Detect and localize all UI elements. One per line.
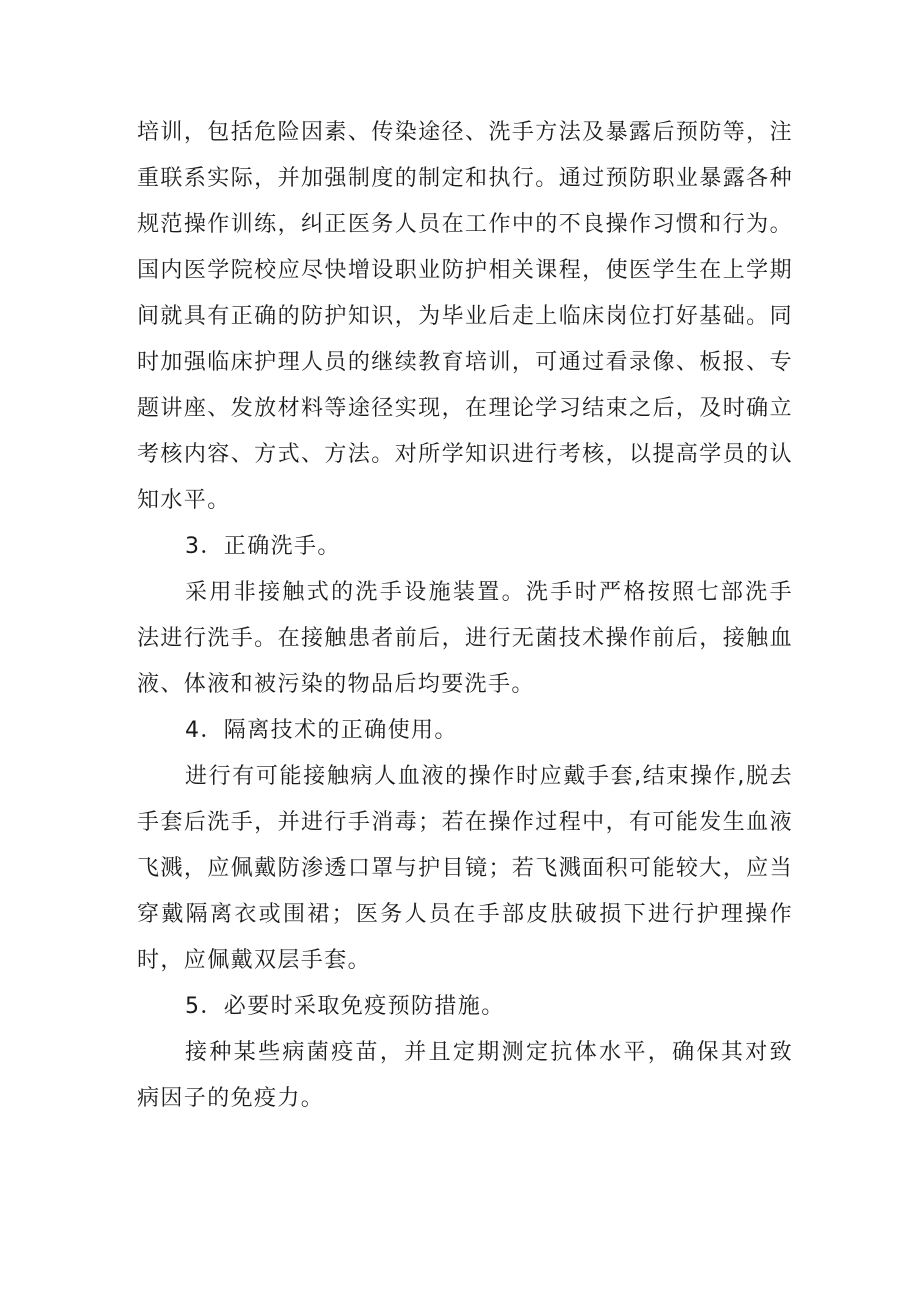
- section-heading-isolation-technique: 4．隔离技术的正确使用。: [185, 718, 458, 743]
- paragraph-training: 培训，包括危险因素、传染途径、洗手方法及暴露后预防等，注重联系实际，并加强制度的制定和执行。通过预防职业暴露各种规范操作训练，纠正医务人员在工作中的不良操作习惯和行为。国内医学院校应尽快增设职业防护相关课程，使医学生在上学期间就具有正确的防护知识，为毕业后走上临床岗位打好基础。同时加强临床护理人员的继续教育培训，可通过看录像、板报、专题讲座、发放材料等途径实现，在理论学习结束之后，及时确立考核内容、方式、方法。对所学知识进行考核，以提高学员的认知水平。: [137, 120, 793, 513]
- paragraph-immunization: 接种某些病菌疫苗，并且定期测定抗体水平，确保其对致病因子的免疫力。: [137, 1040, 793, 1111]
- section-heading-immunization: 5．必要时采取免疫预防措施。: [185, 994, 505, 1019]
- paragraph-handwashing: 采用非接触式的洗手设施装置。洗手时严格按照七部洗手法进行洗手。在接触患者前后，进行无菌技术操作前后，接触血液、体液和被污染的物品后均要洗手。: [137, 580, 793, 697]
- document-body: [137, 110, 793, 1122]
- paragraph-isolation: 进行有可能接触病人血液的操作时应戴手套,结束操作,脱去手套后洗手，并进行手消毒；若在操作过程中，有可能发生血液飞溅，应佩戴防渗透口罩与护目镜；若飞溅面积可能较大，应当穿戴隔离衣或围裙；医务人员在手部皮肤破损下进行护理操作时，应佩戴双层手套。: [137, 764, 793, 973]
- section-heading-correct-handwashing: 3．正确洗手。: [185, 534, 341, 559]
